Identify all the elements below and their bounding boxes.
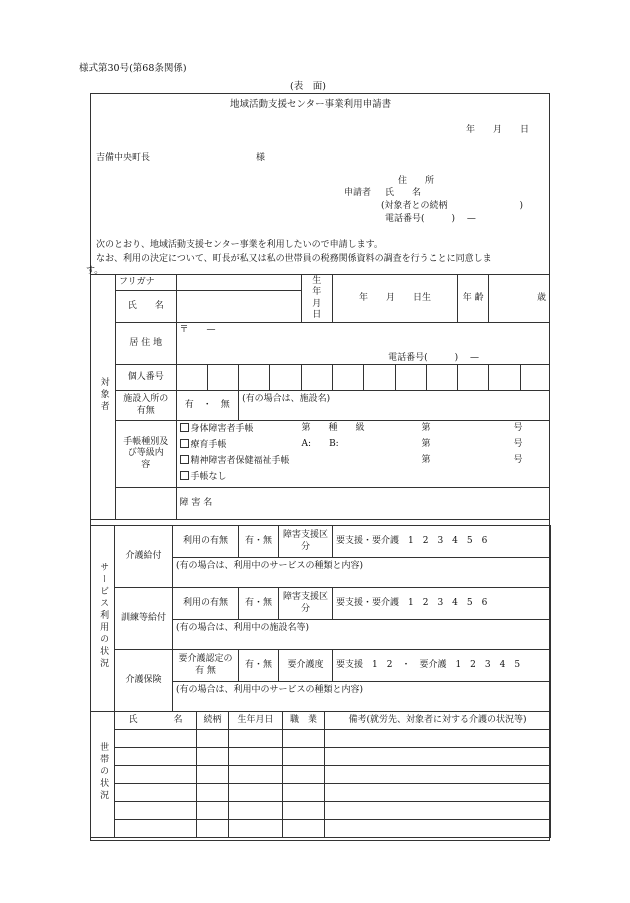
personal-number-digit[interactable] — [301, 365, 332, 391]
name-label: 氏 名 — [116, 291, 177, 323]
body-text-3: す。 — [86, 266, 104, 276]
household-section-label: 世帯の状況 — [91, 712, 115, 838]
service-section-label: サービス利用の状況 — [91, 526, 115, 712]
table-row — [91, 730, 551, 748]
furigana-field[interactable] — [176, 275, 301, 291]
household-header-remarks: 備考(就労先、対象者に対する介護の状況等) — [325, 712, 551, 730]
household-header-occupation: 職 業 — [283, 712, 325, 730]
table-row — [91, 784, 551, 802]
residence-label: 居 住 地 — [116, 323, 177, 365]
subject-section-label: 対象者 — [91, 275, 116, 520]
insurance-yesno[interactable]: 有・無 — [239, 650, 279, 682]
household-header-relation: 続柄 — [197, 712, 229, 730]
handbook-label: 手帳種別及び等級内 容 — [116, 421, 177, 488]
facility-label: 施設入所の有無 — [116, 391, 177, 421]
form-number: 様式第30号(第68条関係) — [79, 63, 187, 74]
checkbox-icon — [180, 423, 189, 432]
birth-field[interactable]: 年 月 日生 — [332, 275, 457, 323]
applicant-name-label: 氏 名 — [385, 188, 422, 198]
body-text-2: なお、利用の決定について、町長が私又は私の世帯員の税務関係資料の調査を行うことに同意しま — [96, 254, 492, 264]
facility-yesno[interactable]: 有 ・ 無 — [176, 391, 239, 421]
subject-table — [90, 274, 550, 520]
personal-number-digit[interactable] — [364, 365, 395, 391]
birth-label: 生 年 月 日 — [301, 275, 332, 323]
personal-number-digit[interactable] — [332, 365, 363, 391]
form-title: 地域活動支援センター事業利用申請書 — [230, 99, 392, 110]
personal-number-digit[interactable] — [176, 365, 207, 391]
care-use-label: 利用の有無 — [173, 526, 239, 558]
training-benefit-label: 訓練等給付 — [115, 588, 173, 650]
side-label: (表 面) — [290, 81, 326, 92]
addressee: 吉備中央町長 — [96, 153, 151, 163]
disability-name-label: 障 害 名 — [179, 497, 213, 508]
checkbox-icon — [180, 439, 189, 448]
training-class-value[interactable]: 要支援・要介護 1 2 3 4 5 6 — [333, 588, 551, 620]
handbook-row[interactable]: 精神障害者保健福祉手帳 第 号 — [180, 455, 546, 471]
applicant-phone: 電話番号( ) — — [385, 214, 476, 224]
table-row — [91, 802, 551, 820]
residence-phone[interactable]: 電話番号( ) — — [176, 353, 549, 365]
table-row — [91, 748, 551, 766]
personal-number-digit[interactable] — [395, 365, 426, 391]
personal-number-digit[interactable] — [207, 365, 238, 391]
age-label: 年 齢 — [458, 275, 489, 323]
training-yesno[interactable]: 有・無 — [239, 588, 279, 620]
handbook-row[interactable]: 身体障害者手帳 第 種 級 第 号 — [180, 423, 546, 439]
date-line: 年 月 日 — [466, 125, 530, 135]
age-field[interactable]: 歳 — [489, 275, 550, 323]
disability-name-field[interactable] — [176, 488, 549, 520]
name-field[interactable] — [176, 291, 301, 323]
household-header-birthdate: 生年月日 — [229, 712, 283, 730]
insurance-note[interactable]: (有の場合は、利用中のサービスの種類と内容) — [173, 682, 551, 712]
training-note[interactable]: (有の場合は、利用中の施設名等) — [173, 620, 551, 650]
handbook-row[interactable]: 療育手帳 A: B: 第 号 — [180, 439, 546, 455]
personal-number-digit[interactable] — [489, 365, 520, 391]
service-table — [90, 525, 551, 712]
table-row — [91, 820, 551, 838]
body-text-1: 次のとおり、地域活動支援センター事業を利用したいので申請します。 — [96, 240, 383, 250]
checkbox-icon — [180, 471, 189, 480]
personal-number-label: 個人番号 — [116, 365, 177, 391]
personal-number-digit[interactable] — [520, 365, 549, 391]
applicant-address-label: 住 所 — [398, 176, 435, 186]
insurance-class-value[interactable]: 要支援 1 2 ・ 要介護 1 2 3 4 5 — [333, 650, 551, 682]
honorific: 様 — [256, 153, 266, 163]
applicant-relation: (対象者との続柄 ) — [381, 201, 524, 211]
training-class-label: 障害支援区 分 — [279, 588, 333, 620]
furigana-label: フリガナ — [116, 275, 177, 291]
household-header-name: 氏 名 — [115, 712, 197, 730]
care-class-value[interactable]: 要支援・要介護 1 2 3 4 5 6 — [333, 526, 551, 558]
table-row — [91, 766, 551, 784]
household-table — [90, 711, 551, 838]
training-use-label: 利用の有無 — [173, 588, 239, 620]
facility-note[interactable]: (有の場合は、施設名) — [239, 391, 550, 421]
care-note[interactable]: (有の場合は、利用中のサービスの種類と内容) — [173, 558, 551, 588]
handbook-content — [176, 421, 549, 488]
personal-number-digit[interactable] — [270, 365, 301, 391]
handbook-row[interactable]: 手帳なし — [180, 471, 546, 487]
postal-field[interactable]: 〒 — — [176, 323, 549, 353]
personal-number-digit[interactable] — [239, 365, 270, 391]
insurance-use-label: 要介護認定の 有 無 — [173, 650, 239, 682]
checkbox-icon — [180, 455, 189, 464]
insurance-label: 介護保険 — [115, 650, 173, 712]
personal-number-digit[interactable] — [458, 365, 489, 391]
applicant-prefix: 申請者 — [344, 188, 372, 198]
care-benefit-label: 介護給付 — [115, 526, 173, 588]
personal-number-digit[interactable] — [426, 365, 457, 391]
care-class-label: 障害支援区 分 — [279, 526, 333, 558]
care-yesno[interactable]: 有・無 — [239, 526, 279, 558]
insurance-class-label: 要介護度 — [279, 650, 333, 682]
